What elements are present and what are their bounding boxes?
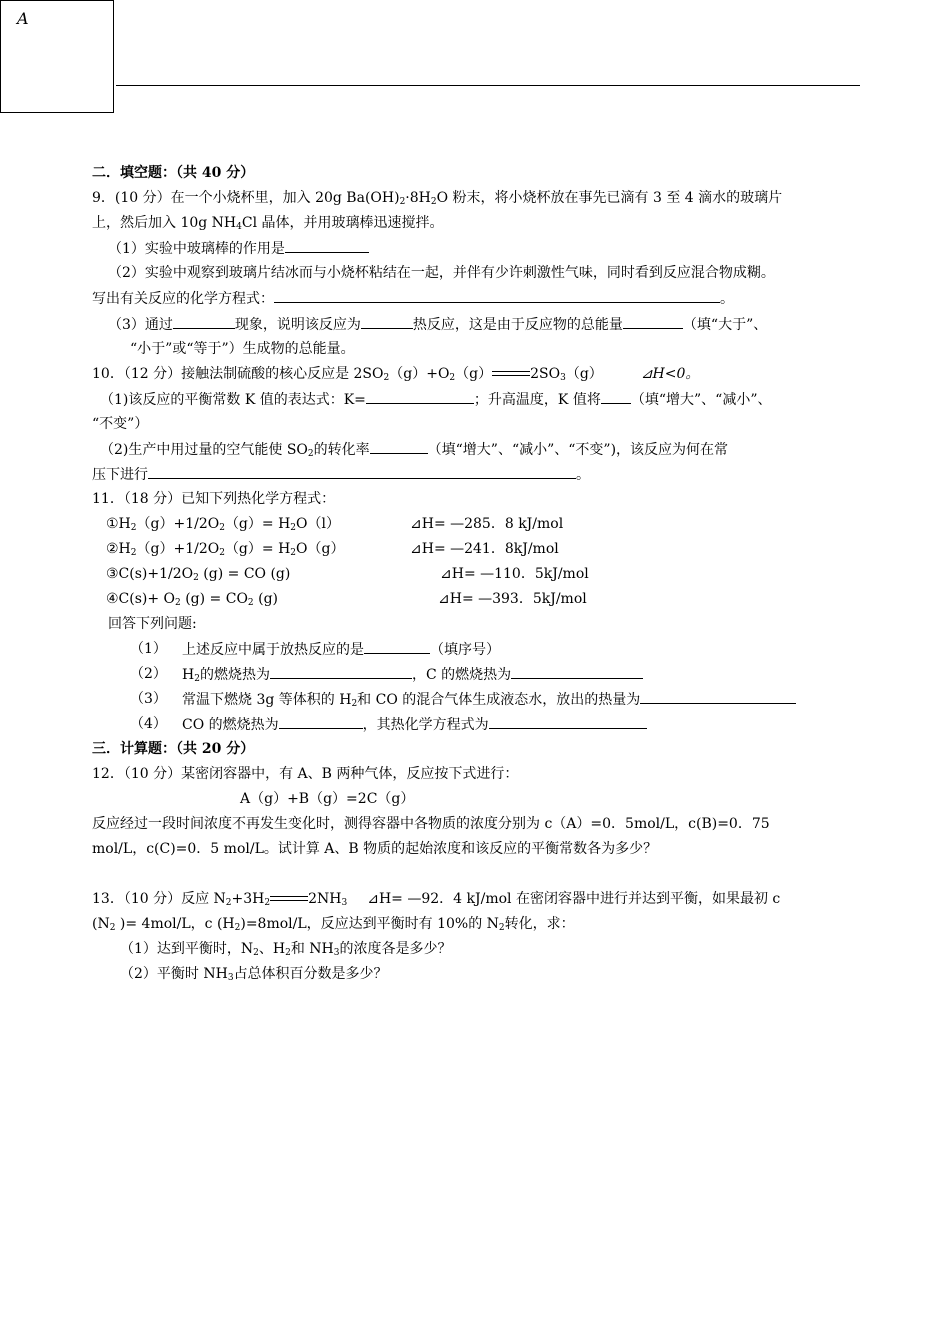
q12-line2: mol/L，c(C)=0．5 mol/L。试计算 A、B 物质的起始浓度和该反应的平衡常数各为多少？ [92,841,658,857]
answer-blank[interactable] [285,238,369,253]
answer-blank[interactable] [364,639,430,654]
q12-equation: A（g）+B（g）=2C（g） [240,791,415,807]
q9-part2-line2: 写出有关反应的化学方程式： 。 [92,288,734,309]
q11-eq3: $③C(s)+1/2O_2$ (g) = CO (g) [106,566,291,583]
answer-blank[interactable] [274,288,720,303]
q13-line2: ($N_2$ )= 4mol/L，c $(H_2)=8mol/L$，反应达到平衡时有 10%的 $N_2$转化，求： [92,916,575,933]
q13-line1: 13．（10 分）反应 $N_2+3H_2$ $2NH_3$ ⊿H= —92．4 kJ/mol 在密闭容器中进行并达到平衡，如果最初 c [92,891,781,908]
q11-sub1-num: （1） [130,641,167,657]
answer-blank[interactable] [640,689,796,704]
answer-blank[interactable] [148,464,576,479]
section-3-heading: 三．计算题：（共 20 分） [92,741,255,757]
equilibrium-arrow-icon [492,369,530,379]
q11-eq1: $①H_2(g)+1/2O_2(g)= H_2O(l)$ [106,516,340,533]
answer-blank[interactable] [361,314,413,329]
q13-part2: （2）平衡时 $NH_3$占总体积百分数是多少？ [120,966,388,983]
q10-part1-line1: （1)该反应的平衡常数 K 值的表达式：K= ；升高温度，K 值将 （填“增大”、“减小”、 [100,389,771,410]
answer-blank[interactable] [370,439,428,454]
q11-sub2-num: （2） [130,666,167,682]
q9-line1: 9．(10 分）在一个小烧杯里，加入 20g $Ba(OH)_2\cdot 8H_2O$ 粉末，将小烧杯放在事先已滴有 3 至 4 滴水的玻璃片 [92,190,783,207]
q11-sub2: $H_2$的燃烧热为 ，C 的燃烧热为 [182,664,643,685]
answer-blank[interactable] [270,664,412,679]
q10-line1: 10．（12 分）接触法制硫酸的核心反应是 $2SO_2(g)+O_2(g)$ $2SO_3(g)$ ⊿H<0。 [92,366,700,383]
q11-sub4-num: （4） [130,716,167,732]
section-2-heading: 二．填空题：（共 40 分） [92,165,255,181]
q11-eq1-dh: ⊿H= —285．8 kJ/mol [410,516,564,532]
answer-blank[interactable] [279,714,363,729]
q11-sub3: 常温下燃烧 3g 等体积的 $H_2$和 CO 的混合气体生成液态水，放出的热量为 [182,689,796,710]
answer-blank[interactable] [489,714,647,729]
q9-part2-line1: （2）实验中观察到玻璃片结冰而与小烧杯粘结在一起，并伴有少许刺激性气味，同时看到反应混合物成糊。 [108,265,775,281]
q9-part1: （1）实验中玻璃棒的作用是 [108,238,369,259]
q10-part2-line1: （2)生产中用过量的空气能使 $SO_2$的转化率 （填“增大”、“减小”、“不变”)，该反应为何在常 [100,439,728,460]
q10-part1-line2: “不变”） [92,416,149,432]
q9-part3-line2: “小于”或“等于”）生成物的总能量。 [130,341,355,357]
q11-eq2: $②H_2(g)+1/2O_2(g)= H_2O(g)$ [106,541,345,558]
q10-part2-line2: 压下进行 。 [92,464,590,485]
q12-line1: 反应经过一段时间浓度不再发生变化时，测得容器中各物质的浓度分别为 c（A）=0．5mol/L，c(B)=0．75 [92,816,770,832]
answer-blank[interactable] [601,389,631,404]
q13-part1: （1）达到平衡时，$N_2$、$H_2$和 $NH_3$的浓度各是多少？ [120,941,452,958]
answer-blank[interactable] [511,664,643,679]
q11-eq3-dh: ⊿H= —110．5kJ/mol [440,566,589,582]
corner-label: A [17,9,29,28]
seal-box [0,0,114,113]
q12-intro: 12．（10 分）某密闭容器中，有 A、B 两种气体，反应按下式进行： [92,766,519,782]
q11-eq4: ④C(s)+ $O_2$ $(g) = CO_2$ (g) [106,591,278,608]
q11-eq2-dh: ⊿H= —241．8kJ/mol [410,541,559,557]
q11-answer-intro: 回答下列问题: [108,616,197,632]
q9-line2: 上，然后加入 10g $NH_4Cl$ 晶体，并用玻璃棒迅速搅拌。 [92,215,444,232]
q11-eq4-dh: ⊿H= —393．5kJ/mol [438,591,587,607]
q11-intro: 11．（18 分）已知下列热化学方程式： [92,491,336,507]
answer-blank[interactable] [173,314,235,329]
q11-sub3-num: （3） [130,691,167,707]
answer-blank[interactable] [623,314,683,329]
q11-sub4: CO 的燃烧热为 ，其热化学方程式为 [182,714,647,735]
q9-part3-line1: （3）通过 现象，说明该反应为 热反应，这是由于反应物的总能量 （填“大于”、 [108,314,767,335]
answer-blank[interactable] [366,389,474,404]
equilibrium-arrow-icon [270,894,308,904]
q11-sub1: 上述反应中属于放热反应的是 （填序号） [182,639,500,660]
header-rule [116,85,860,86]
